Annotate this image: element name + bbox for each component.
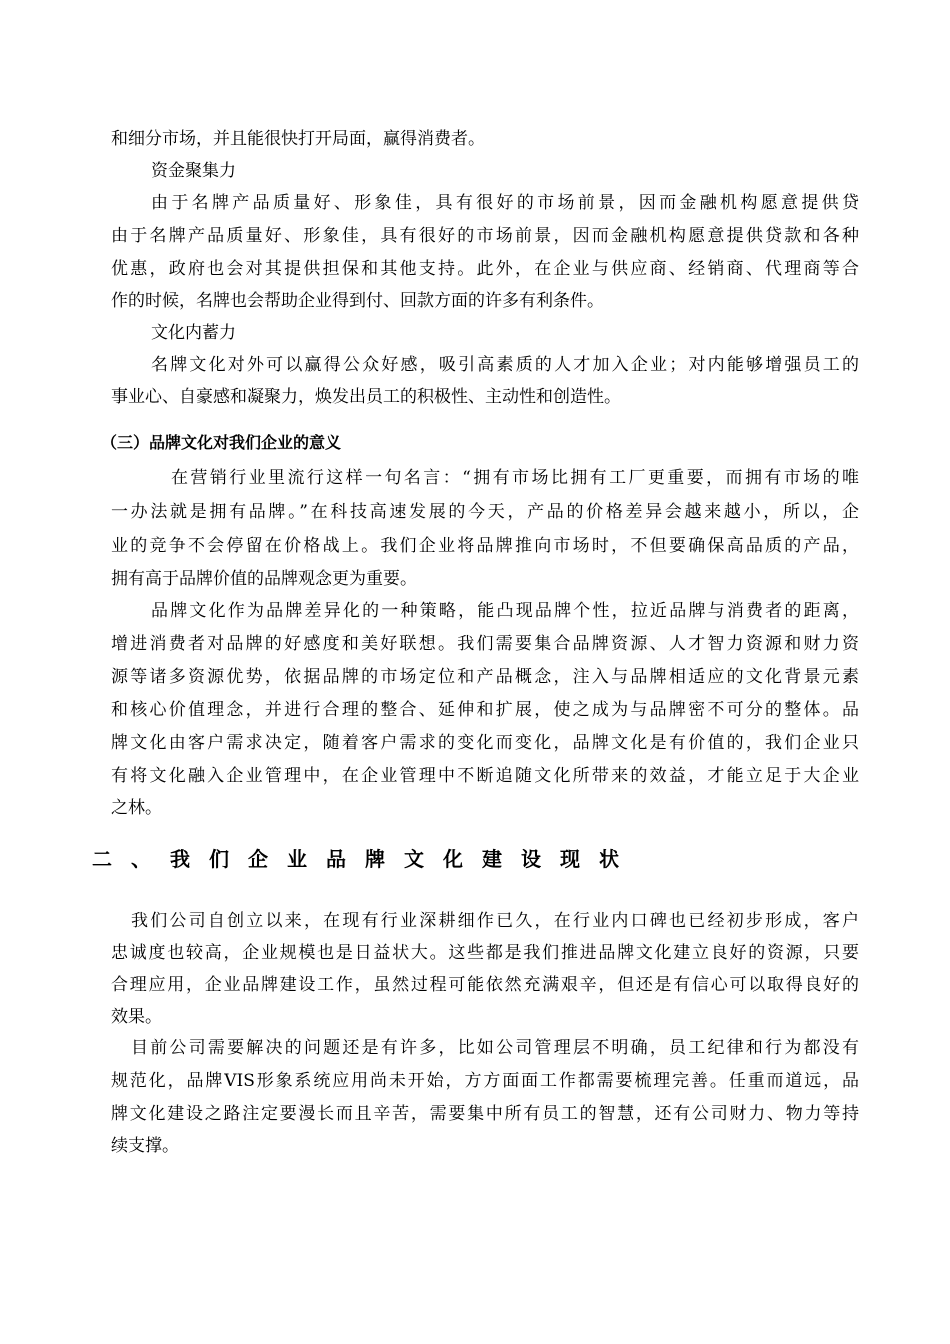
paragraph-line: 和细分市场，并且能很快打开局面，赢得消费者。	[111, 129, 485, 149]
section-subtitle: （三）品牌文化对我们企业的意义	[101, 433, 342, 452]
paragraph-line: 我们公司自创立以来，在现有行业深耕细作已久，在行业内口碑也已经初步形成，客户	[131, 911, 859, 931]
paragraph-line: 由于名牌产品质量好、形象佳，具有很好的市场前景，因而金融机构愿意提供贷	[151, 193, 859, 213]
paragraph-line: 品牌文化作为品牌差异化的一种策略，能凸现品牌个性，拉近品牌与消费者的距离，	[151, 601, 859, 621]
paragraph-line: 目前公司需要解决的问题还是有许多，比如公司管理层不明确，员工纪律和行为都没有	[131, 1038, 859, 1058]
paragraph-line: 有将文化融入企业管理中，在企业管理中不断追随文化所带来的效益，才能立足于大企业	[111, 766, 859, 786]
paragraph-line: 之林。	[111, 798, 162, 818]
paragraph-line: 拥有高于品牌价值的品牌观念更为重要。	[111, 569, 417, 589]
paragraph-line: 作的时候，名牌也会帮助企业得到付、回款方面的许多有利条件。	[111, 291, 604, 311]
section-heading: 二、我们企业品牌文化建设现状	[92, 847, 638, 871]
paragraph-line: 增进消费者对品牌的好感度和美好联想。我们需要集合品牌资源、人才智力资源和财力资	[111, 634, 859, 654]
paragraph-line: 名牌文化对外可以赢得公众好感，吸引高素质的人才加入企业；对内能够增强员工的	[151, 355, 859, 375]
paragraph-line: 由于名牌产品质量好、形象佳，具有很好的市场前景，因而金融机构愿意提供贷款和各种	[111, 226, 859, 246]
paragraph-line: 事业心、自豪感和凝聚力，焕发出员工的积极性、主动性和创造性。	[111, 387, 621, 407]
paragraph-line: 一办法就是拥有品牌。”在科技高速发展的今天，产品的价格差异会越来越小，所以，企	[111, 502, 859, 522]
paragraph-line: 规范化，品牌VIS形象系统应用尚未开始，方方面面工作都需要梳理完善。任重而道远，品	[111, 1071, 859, 1091]
paragraph-line: 效果。	[111, 1007, 162, 1027]
paragraph-line: 源等诸多资源优势，依据品牌的市场定位和产品概念，注入与品牌相适应的文化背景元素	[111, 667, 859, 687]
paragraph-line: 续支撑。	[111, 1136, 179, 1156]
paragraph-line: 牌文化由客户需求决定，随着客户需求的变化而变化，品牌文化是有价值的，我们企业只	[111, 733, 859, 753]
paragraph-line: 和核心价值理念，并进行合理的整合、延伸和扩展，使之成为与品牌密不可分的整体。品	[111, 700, 859, 720]
paragraph-line: 业的竞争不会停留在价格战上。我们企业将品牌推向市场时，不但要确保高品质的产品，	[111, 536, 859, 556]
paragraph-line: 牌文化建设之路注定要漫长而且辛苦，需要集中所有员工的智慧，还有公司财力、物力等持	[111, 1104, 859, 1124]
paragraph-line: 忠诚度也较高，企业规模也是日益状大。这些都是我们推进品牌文化建立良好的资源，只要	[111, 943, 859, 963]
paragraph-line: 合理应用，企业品牌建设工作，虽然过程可能依然充满艰辛，但还是有信心可以取得良好的	[111, 975, 859, 995]
paragraph-line: 优惠，政府也会对其提供担保和其他支持。此外，在企业与供应商、经销商、代理商等合	[111, 259, 859, 279]
subheading-capital-gathering: 资金聚集力	[151, 161, 236, 181]
subheading-cultural-accumulation: 文化内蓄力	[151, 323, 236, 343]
paragraph-line: 在营销行业里流行这样一句名言：“拥有市场比拥有工厂更重要，而拥有市场的唯	[171, 468, 859, 488]
